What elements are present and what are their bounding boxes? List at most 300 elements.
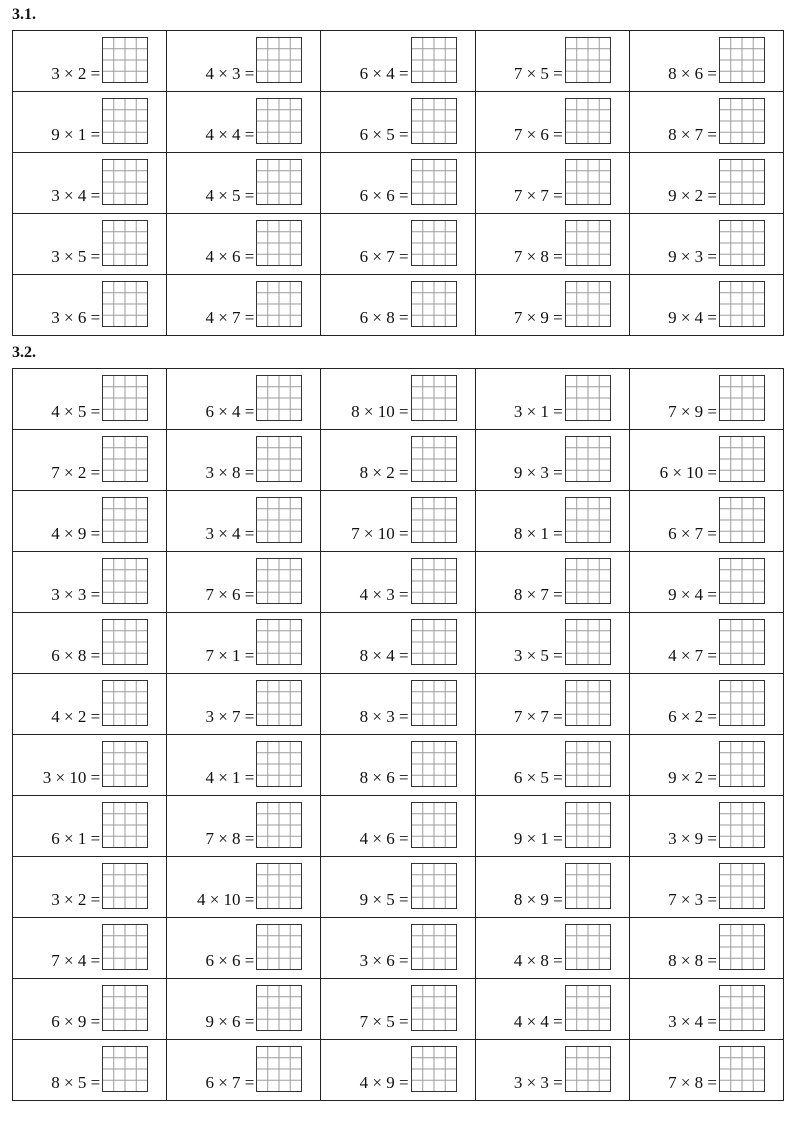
answer-grid-box[interactable] <box>102 220 148 266</box>
answer-grid-box[interactable] <box>411 741 457 787</box>
exercise-cell <box>167 796 321 857</box>
answer-grid-box[interactable] <box>256 863 302 909</box>
exercise-cell <box>167 430 321 491</box>
answer-grid-box[interactable] <box>256 159 302 205</box>
exercise-item <box>43 741 148 787</box>
exercise-item <box>205 1046 302 1092</box>
answer-grid-box[interactable] <box>565 924 611 970</box>
answer-grid-box[interactable] <box>256 1046 302 1092</box>
exercise-item <box>51 985 148 1031</box>
exercise-item <box>51 159 148 205</box>
exercise-row <box>13 918 784 979</box>
exercise-item <box>360 802 457 848</box>
exercise-cell <box>629 491 783 552</box>
multiplication-expression: 9 × 1 = <box>51 125 101 144</box>
multiplication-expression: 3 × 1 = <box>513 402 563 421</box>
exercise-item <box>514 98 611 144</box>
answer-grid-box[interactable] <box>411 802 457 848</box>
answer-grid-box[interactable] <box>719 863 765 909</box>
answer-grid-box[interactable] <box>411 619 457 665</box>
multiplication-expression: 8 × 4 = <box>359 646 409 665</box>
answer-grid-box[interactable] <box>565 1046 611 1092</box>
answer-grid-box[interactable] <box>256 619 302 665</box>
exercise-item <box>51 1046 148 1092</box>
multiplication-expression: 6 × 7 = <box>359 247 409 266</box>
answer-grid-box[interactable] <box>411 558 457 604</box>
multiplication-expression: 6 × 8 = <box>51 646 101 665</box>
answer-grid-box[interactable] <box>565 619 611 665</box>
multiplication-expression: 9 × 2 = <box>668 186 717 205</box>
answer-grid-box[interactable] <box>256 924 302 970</box>
exercise-row <box>13 430 784 491</box>
answer-grid-box[interactable] <box>411 375 457 421</box>
answer-grid-box[interactable] <box>256 220 302 266</box>
exercise-cell <box>629 735 783 796</box>
multiplication-expression: 3 × 4 = <box>51 186 101 205</box>
exercise-item <box>205 741 302 787</box>
multiplication-expression: 9 × 4 = <box>668 308 717 327</box>
multiplication-expression: 6 × 4 = <box>359 64 409 83</box>
multiplication-expression: 3 × 10 = <box>42 768 101 787</box>
exercise-item <box>668 985 765 1031</box>
answer-grid-box[interactable] <box>565 741 611 787</box>
answer-grid-box[interactable] <box>565 98 611 144</box>
exercise-cell <box>475 979 629 1040</box>
multiplication-expression: 3 × 5 = <box>513 646 563 665</box>
multiplication-expression: 6 × 6 = <box>205 951 255 970</box>
exercise-cell <box>13 613 167 674</box>
multiplication-expression: 7 × 7 = <box>513 707 563 726</box>
exercise-row <box>13 674 784 735</box>
exercise-cell <box>13 31 167 92</box>
multiplication-expression: 8 × 8 = <box>668 951 717 970</box>
exercise-cell <box>321 857 475 918</box>
multiplication-expression: 8 × 5 = <box>51 1073 101 1092</box>
exercise-item <box>668 802 765 848</box>
answer-grid-box[interactable] <box>565 985 611 1031</box>
exercise-item <box>668 220 765 266</box>
multiplication-expression: 6 × 5 = <box>359 125 409 144</box>
exercise-cell <box>629 979 783 1040</box>
exercise-cell <box>629 31 783 92</box>
answer-grid-box[interactable] <box>256 802 302 848</box>
multiplication-expression: 4 × 3 = <box>359 585 409 604</box>
answer-grid-box[interactable] <box>719 98 765 144</box>
multiplication-expression: 7 × 3 = <box>668 890 717 909</box>
exercise-cell <box>629 674 783 735</box>
exercise-row <box>13 857 784 918</box>
exercise-item <box>51 220 148 266</box>
answer-grid-box[interactable] <box>565 863 611 909</box>
exercise-cell <box>629 153 783 214</box>
exercise-item <box>205 619 302 665</box>
answer-grid-box[interactable] <box>411 985 457 1031</box>
answer-grid-box[interactable] <box>719 37 765 83</box>
exercise-cell <box>321 918 475 979</box>
multiplication-expression: 3 × 4 = <box>205 524 255 543</box>
multiplication-expression: 4 × 4 = <box>205 125 255 144</box>
answer-grid-box[interactable] <box>256 497 302 543</box>
multiplication-expression: 3 × 2 = <box>51 890 101 909</box>
answer-grid-box[interactable] <box>102 619 148 665</box>
answer-grid-box[interactable] <box>256 281 302 327</box>
answer-grid-box[interactable] <box>719 497 765 543</box>
exercise-cell <box>629 275 783 336</box>
exercise-item <box>205 497 302 543</box>
multiplication-expression: 7 × 9 = <box>513 308 563 327</box>
exercise-cell <box>321 674 475 735</box>
exercise-item <box>668 375 765 421</box>
multiplication-expression: 8 × 2 = <box>359 463 409 482</box>
exercise-cell <box>13 1040 167 1101</box>
answer-grid-box[interactable] <box>719 1046 765 1092</box>
exercise-row <box>13 92 784 153</box>
answer-grid-box[interactable] <box>719 985 765 1031</box>
exercise-cell <box>13 430 167 491</box>
multiplication-expression: 4 × 1 = <box>205 768 255 787</box>
multiplication-expression: 4 × 8 = <box>513 951 563 970</box>
answer-grid-box[interactable] <box>411 863 457 909</box>
answer-grid-box[interactable] <box>719 281 765 327</box>
multiplication-expression: 3 × 6 = <box>51 308 101 327</box>
exercise-cell <box>167 857 321 918</box>
exercise-cell <box>167 92 321 153</box>
section-title-3-1: 3.1. <box>12 6 36 23</box>
answer-grid-box[interactable] <box>102 741 148 787</box>
answer-grid-box[interactable] <box>102 680 148 726</box>
multiplication-expression: 9 × 2 = <box>668 768 717 787</box>
multiplication-expression: 4 × 3 = <box>205 64 255 83</box>
exercise-cell <box>13 918 167 979</box>
exercise-cell <box>167 275 321 336</box>
exercise-row <box>13 153 784 214</box>
exercise-cell <box>321 369 475 430</box>
exercise-cell <box>475 31 629 92</box>
exercise-item <box>51 375 148 421</box>
exercise-item <box>360 924 457 970</box>
exercise-cell <box>13 674 167 735</box>
exercise-row <box>13 275 784 336</box>
exercise-item <box>205 985 302 1031</box>
exercise-cell <box>475 1040 629 1101</box>
multiplication-expression: 6 × 8 = <box>359 308 409 327</box>
exercise-item <box>668 741 765 787</box>
multiplication-expression: 6 × 10 = <box>659 463 717 482</box>
exercise-item <box>514 220 611 266</box>
exercise-row <box>13 735 784 796</box>
multiplication-expression: 9 × 3 = <box>513 463 563 482</box>
answer-grid-box[interactable] <box>256 375 302 421</box>
exercise-table-3-2 <box>12 368 784 1101</box>
answer-grid-box[interactable] <box>411 220 457 266</box>
answer-grid-box[interactable] <box>102 159 148 205</box>
exercise-item <box>360 37 457 83</box>
exercise-cell <box>167 214 321 275</box>
exercise-item <box>514 436 611 482</box>
multiplication-expression: 3 × 3 = <box>513 1073 563 1092</box>
exercise-item <box>514 924 611 970</box>
exercise-item <box>668 680 765 726</box>
answer-grid-box[interactable] <box>102 436 148 482</box>
answer-grid-box[interactable] <box>719 220 765 266</box>
answer-grid-box[interactable] <box>719 436 765 482</box>
answer-grid-box[interactable] <box>719 924 765 970</box>
answer-grid-box[interactable] <box>256 436 302 482</box>
answer-grid-box[interactable] <box>256 985 302 1031</box>
exercise-item <box>360 741 457 787</box>
multiplication-expression: 3 × 3 = <box>51 585 101 604</box>
exercise-item <box>514 802 611 848</box>
section-title-3-2: 3.2. <box>12 344 36 361</box>
exercise-item <box>51 802 148 848</box>
exercise-cell <box>475 491 629 552</box>
exercise-item <box>205 37 302 83</box>
exercise-cell <box>475 552 629 613</box>
exercise-item <box>51 436 148 482</box>
exercise-item <box>660 436 765 482</box>
multiplication-expression: 6 × 1 = <box>51 829 101 848</box>
exercise-cell <box>321 979 475 1040</box>
exercise-cell <box>629 92 783 153</box>
answer-grid-box[interactable] <box>411 497 457 543</box>
exercise-item <box>360 1046 457 1092</box>
exercise-cell <box>629 1040 783 1101</box>
exercise-item <box>205 436 302 482</box>
exercise-cell <box>629 552 783 613</box>
answer-grid-box[interactable] <box>102 802 148 848</box>
answer-grid-box[interactable] <box>411 281 457 327</box>
exercise-cell <box>13 275 167 336</box>
multiplication-expression: 3 × 9 = <box>668 829 717 848</box>
exercise-item <box>51 863 148 909</box>
exercise-item <box>351 497 456 543</box>
exercise-item <box>360 863 457 909</box>
exercise-item <box>351 375 456 421</box>
exercise-item <box>514 497 611 543</box>
exercise-cell <box>475 153 629 214</box>
exercise-cell <box>13 857 167 918</box>
answer-grid-box[interactable] <box>411 98 457 144</box>
multiplication-expression: 4 × 10 = <box>196 890 255 909</box>
multiplication-expression: 8 × 9 = <box>513 890 563 909</box>
exercise-item <box>668 558 765 604</box>
answer-grid-box[interactable] <box>102 1046 148 1092</box>
answer-grid-box[interactable] <box>565 159 611 205</box>
exercise-item <box>205 281 302 327</box>
exercise-item <box>514 741 611 787</box>
answer-grid-box[interactable] <box>719 680 765 726</box>
answer-grid-box[interactable] <box>719 375 765 421</box>
exercise-cell <box>167 552 321 613</box>
multiplication-expression: 6 × 5 = <box>513 768 563 787</box>
exercise-cell <box>321 31 475 92</box>
exercise-cell <box>321 275 475 336</box>
multiplication-expression: 3 × 7 = <box>205 707 255 726</box>
exercise-item <box>205 98 302 144</box>
exercise-cell <box>475 796 629 857</box>
exercise-row <box>13 552 784 613</box>
multiplication-expression: 3 × 2 = <box>51 64 101 83</box>
multiplication-expression: 7 × 5 = <box>513 64 563 83</box>
multiplication-expression: 7 × 7 = <box>513 186 563 205</box>
exercise-cell <box>167 735 321 796</box>
answer-grid-box[interactable] <box>102 985 148 1031</box>
answer-grid-box[interactable] <box>256 558 302 604</box>
exercise-cell <box>475 918 629 979</box>
exercise-item <box>205 924 302 970</box>
multiplication-expression: 3 × 5 = <box>51 247 101 266</box>
multiplication-expression: 7 × 9 = <box>668 402 717 421</box>
exercise-row <box>13 979 784 1040</box>
exercise-item <box>51 680 148 726</box>
answer-grid-box[interactable] <box>565 680 611 726</box>
answer-grid-box[interactable] <box>565 436 611 482</box>
multiplication-expression: 8 × 6 = <box>359 768 409 787</box>
multiplication-expression: 6 × 7 = <box>205 1073 255 1092</box>
answer-grid-box[interactable] <box>256 37 302 83</box>
answer-grid-box[interactable] <box>102 924 148 970</box>
exercise-item <box>360 220 457 266</box>
answer-grid-box[interactable] <box>719 558 765 604</box>
exercise-cell <box>13 796 167 857</box>
exercise-cell <box>167 1040 321 1101</box>
exercise-cell <box>321 1040 475 1101</box>
multiplication-expression: 9 × 3 = <box>668 247 717 266</box>
answer-grid-box[interactable] <box>719 741 765 787</box>
exercise-cell <box>167 979 321 1040</box>
answer-grid-box[interactable] <box>102 37 148 83</box>
exercise-item <box>668 37 765 83</box>
answer-grid-box[interactable] <box>565 802 611 848</box>
exercise-item <box>514 985 611 1031</box>
exercise-item <box>51 619 148 665</box>
exercise-item <box>514 863 611 909</box>
exercise-cell <box>13 735 167 796</box>
answer-grid-box[interactable] <box>411 436 457 482</box>
answer-grid-box[interactable] <box>102 375 148 421</box>
answer-grid-box[interactable] <box>565 281 611 327</box>
exercise-cell <box>167 613 321 674</box>
exercise-item <box>360 619 457 665</box>
exercise-row <box>13 491 784 552</box>
answer-grid-box[interactable] <box>411 680 457 726</box>
answer-grid-box[interactable] <box>411 159 457 205</box>
exercise-cell <box>321 430 475 491</box>
multiplication-expression: 8 × 7 = <box>668 125 717 144</box>
exercise-cell <box>629 918 783 979</box>
multiplication-expression: 8 × 3 = <box>359 707 409 726</box>
exercise-item <box>668 281 765 327</box>
multiplication-expression: 7 × 4 = <box>51 951 101 970</box>
multiplication-expression: 7 × 8 = <box>513 247 563 266</box>
answer-grid-box[interactable] <box>565 558 611 604</box>
answer-grid-box[interactable] <box>102 281 148 327</box>
exercise-cell <box>13 979 167 1040</box>
exercise-item <box>205 220 302 266</box>
exercise-cell <box>321 796 475 857</box>
answer-grid-box[interactable] <box>256 741 302 787</box>
multiplication-expression: 8 × 1 = <box>513 524 563 543</box>
multiplication-expression: 4 × 5 = <box>51 402 101 421</box>
multiplication-expression: 4 × 4 = <box>513 1012 563 1031</box>
exercise-row <box>13 613 784 674</box>
exercise-row <box>13 214 784 275</box>
multiplication-expression: 4 × 5 = <box>205 186 255 205</box>
exercise-item <box>514 375 611 421</box>
exercise-cell <box>167 153 321 214</box>
exercise-item <box>514 680 611 726</box>
multiplication-expression: 9 × 6 = <box>205 1012 255 1031</box>
exercise-item <box>360 436 457 482</box>
multiplication-expression: 7 × 6 = <box>513 125 563 144</box>
exercise-item <box>51 497 148 543</box>
exercise-item <box>668 98 765 144</box>
exercise-cell <box>13 369 167 430</box>
answer-grid-box[interactable] <box>565 497 611 543</box>
answer-grid-box[interactable] <box>719 802 765 848</box>
answer-grid-box[interactable] <box>565 220 611 266</box>
exercise-row <box>13 31 784 92</box>
exercise-item <box>51 98 148 144</box>
answer-grid-box[interactable] <box>411 37 457 83</box>
multiplication-expression: 7 × 1 = <box>205 646 255 665</box>
exercise-item <box>360 680 457 726</box>
multiplication-expression: 8 × 7 = <box>513 585 563 604</box>
answer-grid-box[interactable] <box>256 680 302 726</box>
multiplication-expression: 6 × 9 = <box>51 1012 101 1031</box>
multiplication-expression: 4 × 9 = <box>359 1073 409 1092</box>
answer-grid-box[interactable] <box>565 375 611 421</box>
exercise-item <box>205 558 302 604</box>
exercise-cell <box>13 153 167 214</box>
exercise-item <box>514 558 611 604</box>
exercise-cell <box>475 674 629 735</box>
multiplication-expression: 9 × 5 = <box>359 890 409 909</box>
answer-grid-box[interactable] <box>719 619 765 665</box>
exercise-item <box>668 1046 765 1092</box>
answer-grid-box[interactable] <box>411 924 457 970</box>
exercise-cell <box>321 613 475 674</box>
multiplication-expression: 3 × 4 = <box>668 1012 717 1031</box>
answer-grid-box[interactable] <box>102 497 148 543</box>
answer-grid-box[interactable] <box>102 558 148 604</box>
answer-grid-box[interactable] <box>102 98 148 144</box>
exercise-cell <box>167 918 321 979</box>
exercise-row <box>13 796 784 857</box>
exercise-cell <box>629 214 783 275</box>
exercise-cell <box>629 430 783 491</box>
multiplication-expression: 6 × 4 = <box>205 402 255 421</box>
answer-grid-box[interactable] <box>565 37 611 83</box>
answer-grid-box[interactable] <box>256 98 302 144</box>
exercise-cell <box>475 857 629 918</box>
answer-grid-box[interactable] <box>102 863 148 909</box>
exercise-cell <box>321 735 475 796</box>
exercise-item <box>51 37 148 83</box>
exercise-item <box>514 37 611 83</box>
exercise-item <box>514 159 611 205</box>
exercise-cell <box>167 31 321 92</box>
answer-grid-box[interactable] <box>719 159 765 205</box>
exercise-item <box>205 680 302 726</box>
exercise-cell <box>321 153 475 214</box>
exercise-item <box>360 281 457 327</box>
exercise-cell <box>475 430 629 491</box>
exercise-item <box>514 619 611 665</box>
exercise-cell <box>475 613 629 674</box>
answer-grid-box[interactable] <box>411 1046 457 1092</box>
exercise-item <box>514 281 611 327</box>
